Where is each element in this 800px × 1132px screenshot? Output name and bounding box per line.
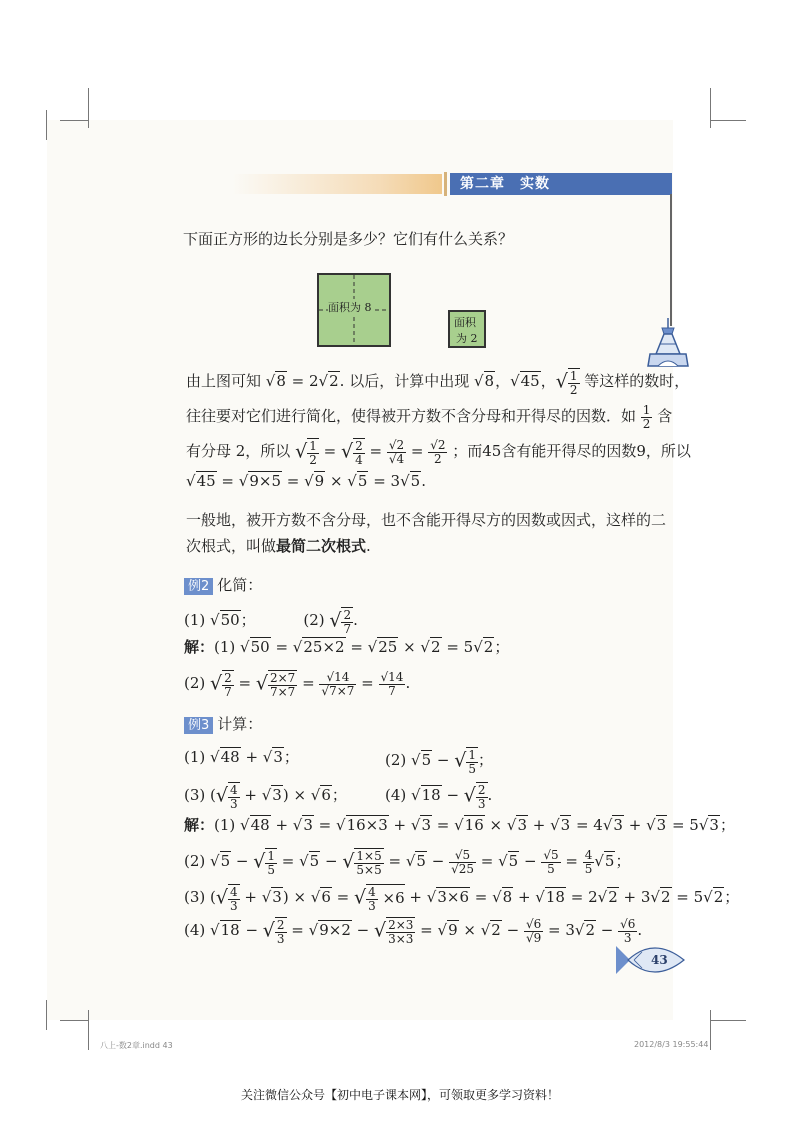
example3-problem-1: (1) √48 + √3； bbox=[184, 748, 299, 766]
explanation-text: 有分母 2，所以 bbox=[186, 442, 291, 461]
crop-mark bbox=[710, 1020, 746, 1021]
example3-solution-2: (2) √5 − √ $\frac{1}{5}$ = √5 − √ $\frac{1\times 5}{5\times 5}$ = √5 − $\frac{√5}{√25}$ = √5 − $\frac{√5}{5}$ = $\frac{4}{5}$ √5； bbox=[184, 848, 631, 877]
solution-label: 解： bbox=[184, 638, 215, 656]
explanation-line-4: √45 = √9×5 = √9 × √5 = 3√5. bbox=[186, 472, 426, 490]
example3-problem-3: (3) (√ $\frac{4}{3}$ + √3) × √6； bbox=[184, 783, 347, 811]
square-area-2-label-line2: 为 2 bbox=[456, 332, 478, 345]
definition-line-2 bbox=[186, 539, 371, 554]
explanation-line-1: 由上图可知 √8 = 2√2. 以后，计算中出现 √8，√45，√ $\frac{1}{2}$ 等这样的数时， bbox=[186, 369, 690, 397]
definition-text: 次根式，叫做 bbox=[186, 537, 277, 555]
crop-mark bbox=[88, 88, 89, 128]
example3-problem-2: (2) √5 − √ $\frac{1}{5}$ ； bbox=[385, 748, 493, 776]
explanation-text: ；而45含有能开得尽的因数9，所以 bbox=[452, 442, 691, 461]
example2-badge: 例2 bbox=[184, 578, 213, 595]
tower-icon bbox=[646, 318, 690, 368]
crop-mark bbox=[710, 1010, 711, 1050]
margin-rule bbox=[670, 194, 672, 326]
example3-heading bbox=[184, 717, 262, 734]
definition-term: 最简二次根式 bbox=[276, 537, 367, 555]
example2-title: 化简： bbox=[217, 576, 263, 594]
explanation-text: 含 bbox=[657, 407, 673, 426]
example2-heading bbox=[184, 578, 262, 595]
explanation-text: . 以后，计算中出现 bbox=[339, 372, 470, 391]
definition-text: . bbox=[366, 537, 371, 555]
header-divider bbox=[444, 172, 447, 196]
page-number: 43 bbox=[651, 953, 668, 967]
fish-icon bbox=[614, 940, 686, 980]
crop-mark bbox=[710, 120, 746, 121]
explanation-line-3: 有分母 2，所以 √ $\frac{1}{2}$ = √ $\frac{2}{4}$ = $\frac{√2}{√4}$ = $\frac{√2}{2}$ ；而45含有能开得尽的因数9，所以 bbox=[186, 438, 691, 467]
explanation-line-2: 往往要对它们进行简化，使得被开方数不含分母和开得尽的因数．如 $\frac{1}{2}$ 含 bbox=[186, 403, 673, 431]
example3-problem-4: (4) √18 − √ $\frac{2}{3}$ . bbox=[385, 783, 493, 811]
solution-label: 解： bbox=[184, 816, 215, 834]
header-decoration bbox=[232, 174, 442, 194]
example2-solution-2: (2) √ $\frac{2}{7}$ = √ $\frac{2\times 7}{7\times 7}$ = $\frac{√14}{√7\times 7}$ = $\frac{√14}{7}$ . bbox=[184, 670, 411, 699]
question-text: 下面正方形的边长分别是多少？它们有什么关系？ bbox=[183, 230, 514, 248]
explanation-text: 往往要对它们进行简化，使得被开方数不含分母和开得尽的因数．如 bbox=[186, 407, 637, 426]
print-filename: 八上-数2章.indd 43 bbox=[100, 1041, 173, 1050]
print-timestamp: 2012/8/3 19:55:44 bbox=[634, 1040, 709, 1049]
example3-badge: 例3 bbox=[184, 717, 213, 734]
chapter-title: 第二章 实数 bbox=[450, 173, 672, 195]
example2-problems: (1) √50； (2) √ $\frac{2}{7}$ . bbox=[184, 608, 358, 636]
definition-line-1: 一般地，被开方数不含分母，也不含能开得尽方的因数或因式，这样的二 bbox=[186, 511, 667, 529]
explanation-text: 等这样的数时， bbox=[584, 372, 690, 391]
footer-note: 关注微信公众号【初中电子课本网】，可领取更多学习资料！ bbox=[240, 1088, 559, 1102]
square-area-2-label-line1: 面积 bbox=[454, 316, 476, 329]
crop-mark bbox=[88, 1010, 89, 1050]
square-area-8-label: 面积为 8 bbox=[328, 301, 372, 314]
example3-title: 计算： bbox=[217, 715, 263, 733]
crop-mark bbox=[46, 1000, 47, 1030]
crop-mark bbox=[60, 1020, 88, 1021]
crop-mark bbox=[60, 120, 88, 121]
example3-solution-3: (3) (√ $\frac{4}{3}$ + √3) × √6 = √ $\frac{4}{3}$ ×6 + √3×6 = √8 + √18 = 2√2 + 3√2 = 5√2； bbox=[184, 885, 740, 913]
example3-solution-1: 解：(1) √48 + √3 = √16×3 + √3 = √16 × √3 + √3 = 4√3 + √3 = 5√3； bbox=[184, 816, 735, 834]
example3-solution-4: (4) √18 − √ $\frac{2}{3}$ = √9×2 − √ $\frac{2\times 3}{3\times 3}$ = √9 × √2 − $\frac{√6}{√9}$ = 3√2 − $\frac{√6}{3}$ . bbox=[184, 917, 643, 946]
crop-mark bbox=[46, 110, 47, 140]
explanation-text: 由上图可知 bbox=[186, 372, 262, 391]
crop-mark bbox=[710, 88, 711, 128]
example2-solution-1: 解：(1) √50 = √25×2 = √25 × √2 = 5√2； bbox=[184, 638, 510, 656]
